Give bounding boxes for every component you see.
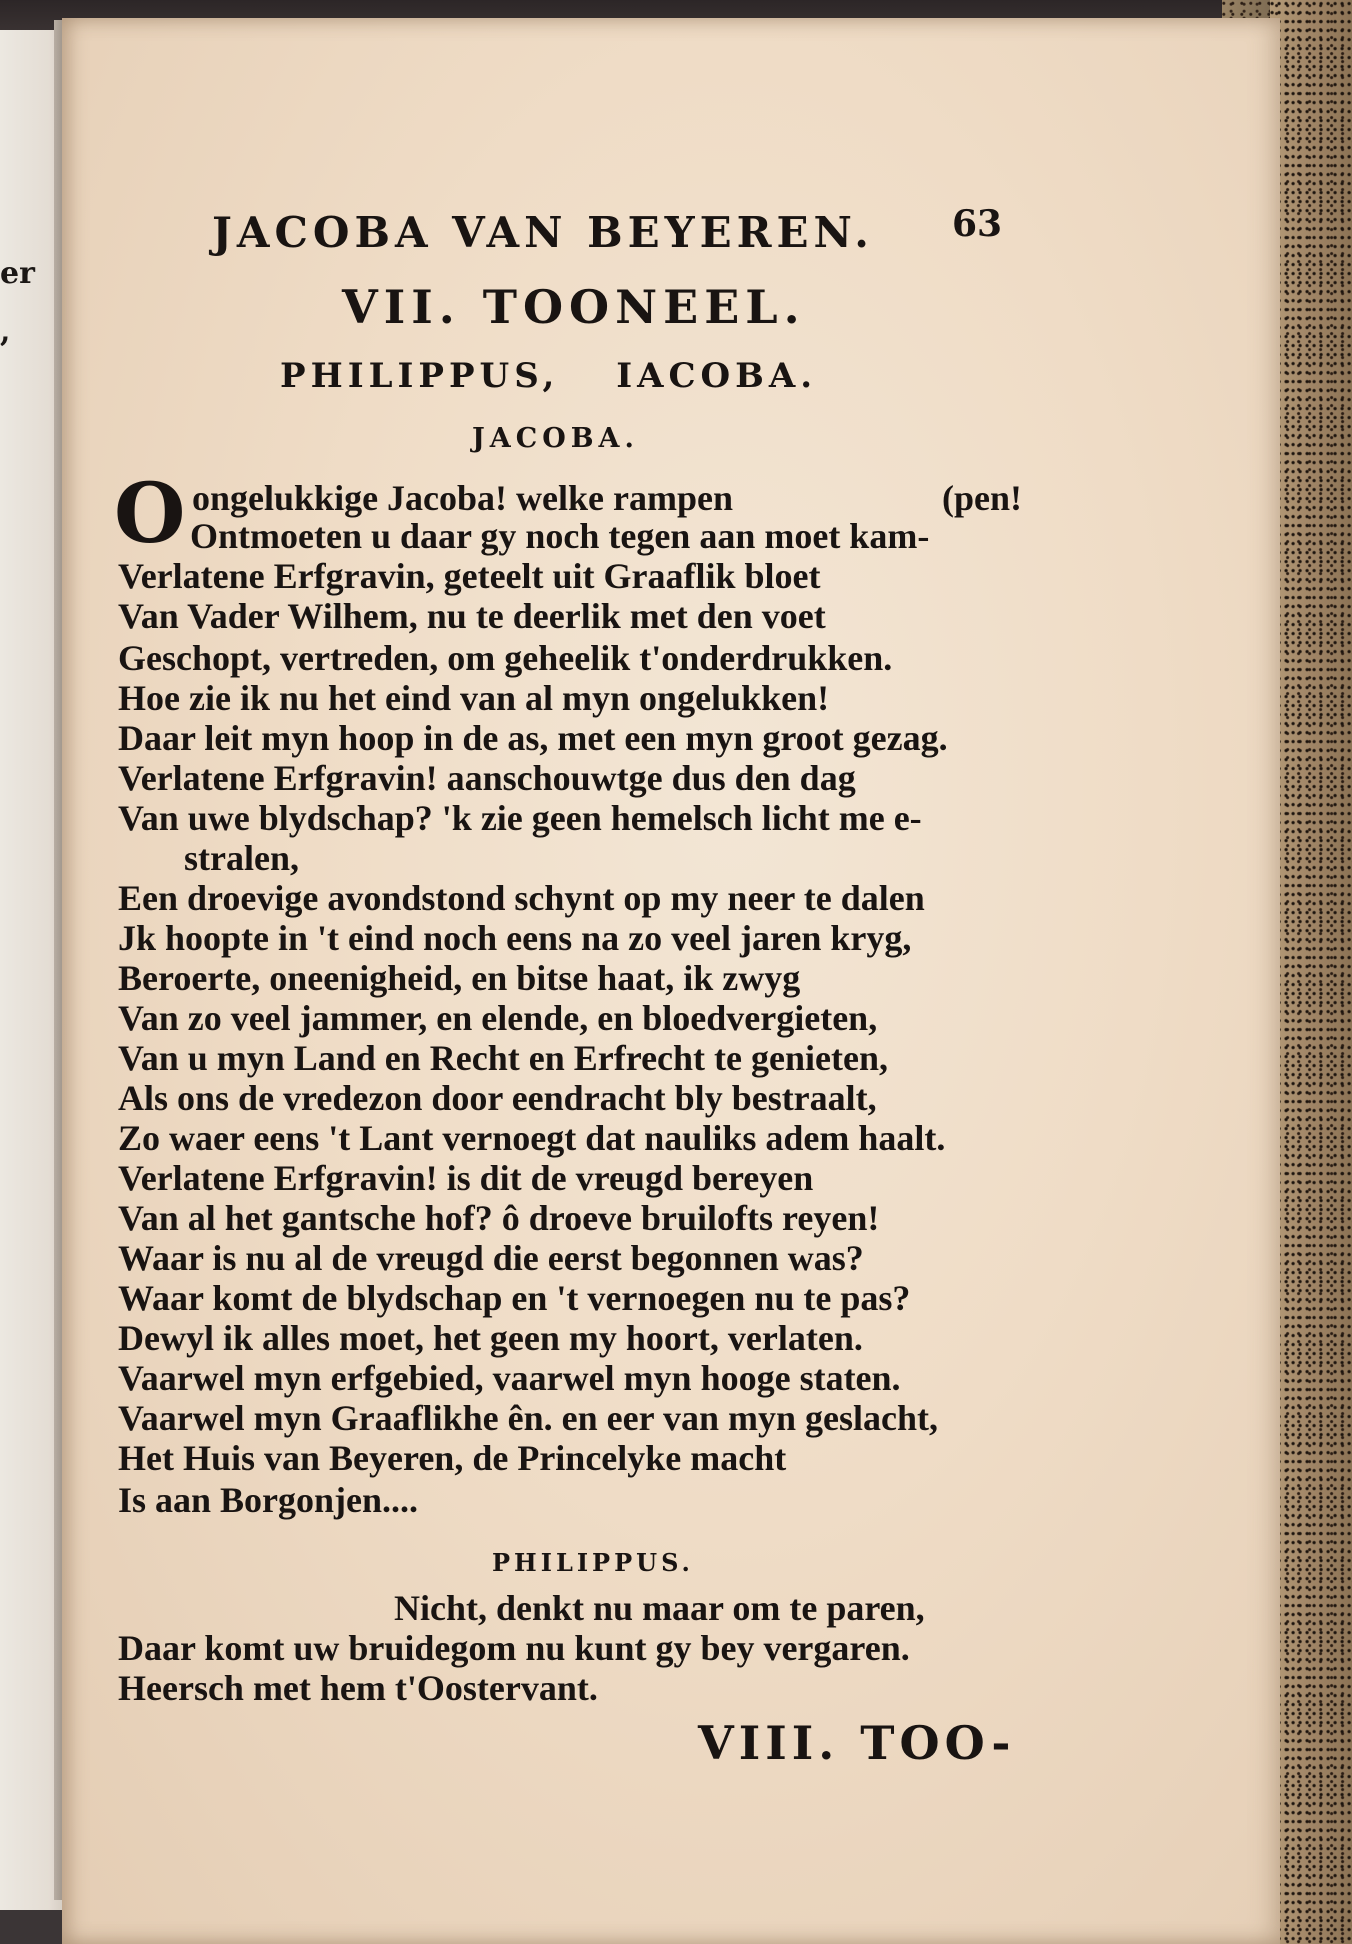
book-page xyxy=(62,18,1280,1944)
catchword: VIII. TOO- xyxy=(698,1716,1016,1770)
verse-line: Geschopt, vertreden, om geheelik t'onderdrukken. xyxy=(118,638,893,678)
verse-line: Van Vader Wilhem, nu te deerlik met den voet xyxy=(118,596,826,636)
left-page-text xyxy=(0,245,35,361)
verse-line: Vaarwel myn erfgebied, vaarwel myn hooge staten. xyxy=(118,1358,901,1398)
verse-line: Van al het gantsche hof? ô droeve bruilofts reyen! xyxy=(118,1198,880,1238)
verse-line: Waar komt de blydschap en 't vernoegen nu te pas? xyxy=(118,1278,911,1318)
verse-line: Van zo veel jammer, en elende, en bloedvergieten, xyxy=(118,998,878,1038)
verse-line: ongelukkige Jacoba! welke rampen xyxy=(192,478,734,518)
verse-line: Zo waer eens 't Lant vernoegt dat nauliks adem haalt. xyxy=(118,1118,946,1158)
verse-line: Daar komt uw bruidegom nu kunt gy bey vergaren. xyxy=(118,1628,910,1668)
left-fragment: er xyxy=(0,256,35,291)
verse-line: Verlatene Erfgravin! aanschouwtge dus den dag xyxy=(118,758,856,798)
verse-line: Ontmoeten u daar gy noch tegen aan moet kam- xyxy=(190,516,930,556)
verse-line-carry: (pen! xyxy=(942,478,1022,518)
page-number: 63 xyxy=(952,203,1003,245)
verse-line: Van u myn Land en Recht en Erfrecht te genieten, xyxy=(118,1038,888,1078)
page-content xyxy=(62,18,1280,1944)
verse-line: Verlatene Erfgravin, geteelt uit Graaflik bloet xyxy=(118,556,821,596)
verse-line: Van uwe blydschap? 'k zie geen hemelsch licht me e- xyxy=(118,798,922,838)
verse-line: Als ons de vredezon door eendracht bly bestraalt, xyxy=(118,1078,877,1118)
scene-title: VII. TOONEEL. xyxy=(342,280,806,334)
verse-line: Jk hoopte in 't eind noch eens na zo veel jaren kryg, xyxy=(118,918,912,958)
drop-cap: O xyxy=(114,466,186,562)
verse-line: Het Huis van Beyeren, de Princelyke macht xyxy=(118,1438,787,1478)
scene-characters: PHILIPPUS, IACOBA. xyxy=(280,356,818,396)
verse-line: Hoe zie ik nu het eind van al myn ongelukken! xyxy=(118,678,830,718)
verse-line: Beroerte, oneenigheid, en bitse haat, ik zwyg xyxy=(118,958,801,998)
verse-line: Is aan Borgonjen.... xyxy=(118,1480,419,1520)
verse-line: Daar leit myn hoop in de as, met een myn groot gezag. xyxy=(118,718,948,758)
verse-line: Heersch met hem t'Oostervant. xyxy=(118,1668,598,1708)
verse-line: Een droevige avondstond schynt op my neer te dalen xyxy=(118,878,925,918)
left-fragment: , xyxy=(0,314,11,349)
speaker-label: JACOBA. xyxy=(472,423,639,454)
verse-line: Vaarwel myn Graaflikhe ên. en eer van myn geslacht, xyxy=(118,1398,938,1438)
verse-line: Dewyl ik alles moet, het geen my hoort, verlaten. xyxy=(118,1318,863,1358)
verse-line: Waar is nu al de vreugd die eerst begonnen was? xyxy=(118,1238,864,1278)
running-head: JACOBA VAN BEYEREN. xyxy=(212,208,874,257)
cover-board-edge xyxy=(1270,0,1352,1944)
speaker-label: PHILIPPUS. xyxy=(492,1548,694,1577)
verse-line: stralen, xyxy=(184,838,299,878)
verse-line: Verlatene Erfgravin! is dit de vreugd bereyen xyxy=(118,1158,814,1198)
verse-line: Nicht, denkt nu maar om te paren, xyxy=(394,1588,925,1628)
